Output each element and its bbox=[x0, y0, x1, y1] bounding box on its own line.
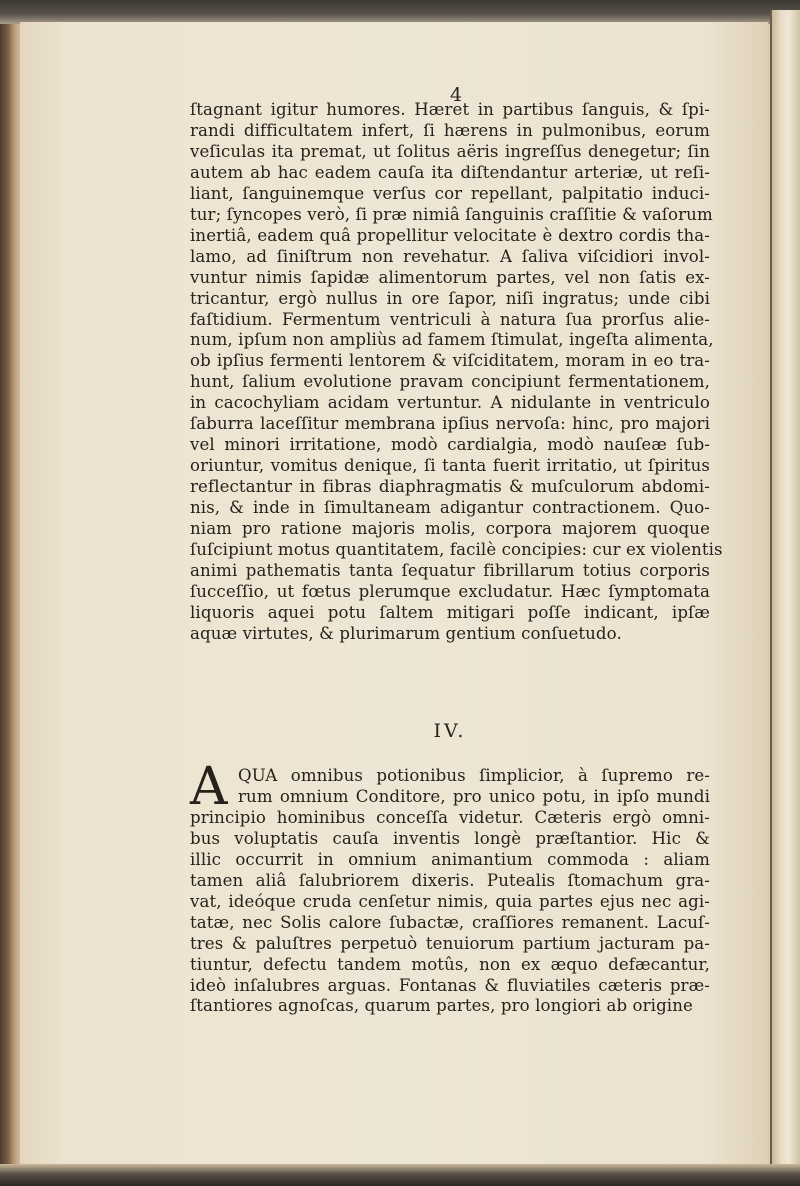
text-line: in cacochyliam acidam vertuntur. A nidulante in ventriculo bbox=[190, 393, 710, 413]
text-line: inertiâ, eadem quâ propellitur velocitate è dextro cordis tha- bbox=[190, 225, 710, 245]
text-line: liant, ſanguinemque verſus cor repellant, palpitatio induci- bbox=[190, 183, 710, 203]
text-line: faſtidium. Fermentum ventriculi à natura ſua prorſus alie- bbox=[190, 309, 710, 329]
section-heading: IV. bbox=[433, 720, 467, 742]
text-line: lamo, ad ſiniſtrum non revehatur. A ſaliva viſcidiori invol- bbox=[190, 246, 710, 266]
text-line: liquoris aquei potu ſaltem mitigari poſſe indicant, ipſæ bbox=[190, 602, 710, 622]
text-line: ob ipſius fermenti lentorem & viſciditatem, moram in eo tra- bbox=[190, 351, 710, 371]
text-line: autem ab hac eadem cauſa ita diſtendantur arteriæ, ut reſi- bbox=[190, 162, 710, 182]
text-line: ſtantiores agnoſcas, quarum partes, pro longiori ab origine bbox=[190, 996, 693, 1016]
text-line: ſucceſſio, ut fœtus plerumque excludatur. Hæc ſymptomata bbox=[190, 581, 710, 601]
text-line: tres & paluſtres perpetuò tenuiorum partium jacturam pa- bbox=[190, 933, 710, 953]
text-line: tur; ſyncopes verò, ſi præ nimiâ ſanguinis craſſitie & vaſorum bbox=[190, 204, 713, 224]
text-line: reflectantur in fibras diaphragmatis & muſculorum abdomi- bbox=[190, 477, 710, 497]
section-paragraph bbox=[190, 757, 710, 1017]
text-line: rum omnium Conditore, pro unico potu, in ipſo mundi bbox=[238, 786, 710, 806]
text-line: animi pathematis tanta ſequatur fibrillarum totius corporis bbox=[190, 560, 710, 580]
text-line: oriuntur, vomitus denique, ſi tanta fuerit irritatio, ut ſpiritus bbox=[190, 456, 710, 476]
text-line: illic occurrit in omnium animantium commoda : aliam bbox=[190, 849, 710, 869]
text-line: ſtagnant igitur humores. Hæret in partibus ſanguis, & ſpi- bbox=[190, 100, 710, 119]
text-line: vat, ideóque cruda cenſetur nimis, quia partes ejus nec agi- bbox=[190, 891, 710, 911]
text-line: hunt, ſalium evolutione pravam concipiunt fermentationem, bbox=[190, 372, 710, 392]
text-line: nis, & inde in ſimultaneam adigantur contractionem. Quo- bbox=[190, 498, 710, 518]
paragraph-continuation bbox=[190, 100, 723, 645]
text-line: QUA omnibus potionibus ſimplicior, à ſupremo re- bbox=[238, 766, 710, 785]
page-bottom-edge bbox=[0, 1164, 800, 1186]
text-line: aquæ virtutes, & plurimarum gentium conſuetudo. bbox=[190, 623, 622, 643]
text-line: ſuſcipiunt motus quantitatem, facilè concipies: cur ex violentis bbox=[190, 540, 723, 560]
page-top-edge bbox=[0, 0, 800, 24]
text-line: randi difficultatem infert, ſi hærens in pulmonibus, eorum bbox=[190, 120, 710, 140]
text-line: principio hominibus conceſſa videtur. Cæteris ergò omni- bbox=[190, 807, 710, 827]
text-line: tamen aliâ ſalubriorem dixeris. Putealis ſtomachum gra- bbox=[190, 870, 710, 890]
page-number: 4 bbox=[449, 84, 463, 106]
text-line: tatæ, nec Solis calore ſubactæ, craſſiores remanent. Lacuſ- bbox=[190, 912, 710, 932]
text-line: num, ipſum non ampliùs ad famem ſtimulat, ingeſta alimenta, bbox=[190, 330, 714, 350]
next-page-edge bbox=[770, 10, 800, 1170]
text-line: veſiculas ita premat, ut ſolitus aëris ingreſſus denegetur; ſin bbox=[190, 141, 710, 161]
drop-cap: A bbox=[190, 757, 228, 817]
text-line: tricantur, ergò nullus in ore ſapor, niſi ingratus; unde cibi bbox=[190, 288, 710, 308]
text-line: ideò inſalubres arguas. Fontanas & fluviatiles cæteris præ- bbox=[190, 975, 710, 995]
text-line: vuntur nimis ſapidæ alimentorum partes, vel non ſatis ex- bbox=[190, 267, 710, 287]
text-line: tiuntur, defectu tandem motûs, non ex æquo defæcantur, bbox=[190, 954, 710, 974]
text-line: ſaburra laceſſitur membrana ipſius nervoſa: hinc, pro majori bbox=[190, 414, 710, 434]
text-line: bus voluptatis cauſa inventis longè præſtantior. Hic & bbox=[190, 828, 710, 848]
text-line: vel minori irritatione, modò cardialgia, modò nauſeæ ſub- bbox=[190, 435, 710, 455]
text-line: niam pro ratione majoris molis, corpora majorem quoque bbox=[190, 519, 710, 539]
